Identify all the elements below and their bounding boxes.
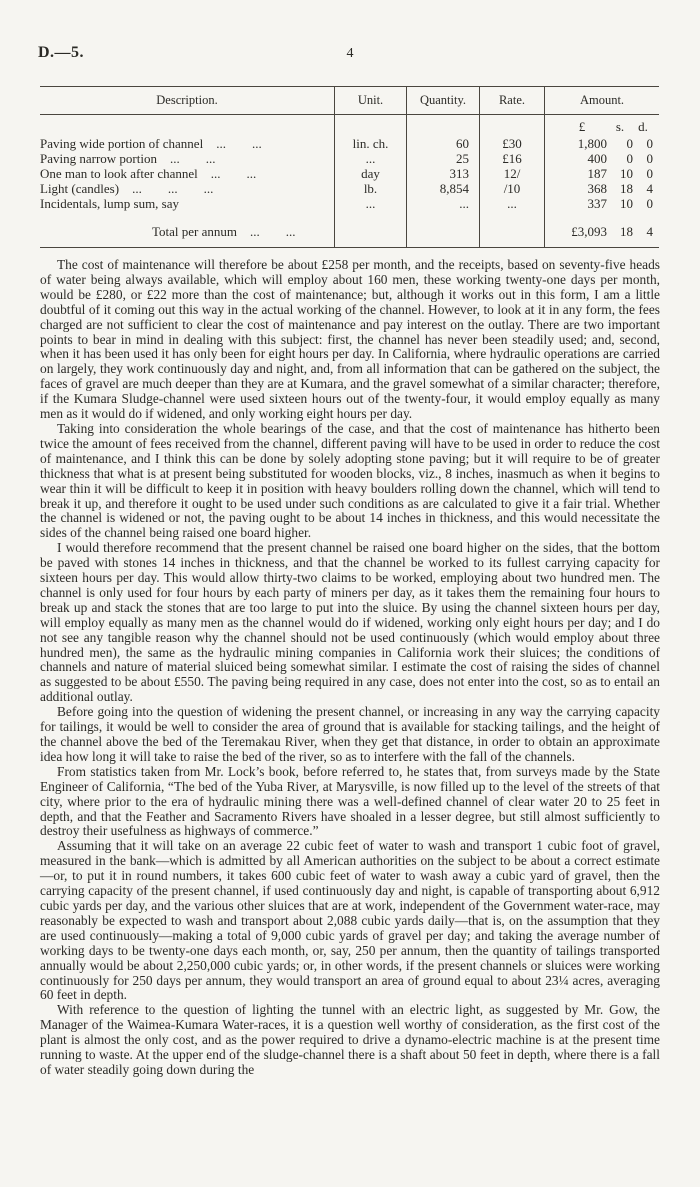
row-description: Paving narrow portion	[40, 151, 157, 166]
total-shillings: 18	[620, 224, 633, 239]
paragraph-3: I would therefore recommend that the present channel be raised one board higher on the sides, that the bottom be paved with stones 14 inches in thickness, and that the channel be worked to its fullest carrying capacity for sixteen hours per day. This would allow thirty-two claims to be worked, employing about two hundred men. The channel is only used for four hours by each party of miners per day, as it takes them the remaining four hours to break up and stack the stones that are too large to put into the sluice. By using the channel sixteen hours per day, will employ equally as many men as the channel would do if widened, working only eight hours per day; and I do not see any tangible reason why the channel should not be used continuously (which would employ about three hundred men), the same as the hydraulic mining companies in California work their sluices; the conditions of channels and nature of material sluiced being somewhat similar. I estimate the cost of raising the sides of channel as suggested to be about £550. The paving being required in any case, does not enter into the cost, so as to entail an additional outlay.	[40, 540, 660, 705]
row-quantity: 313	[449, 166, 469, 181]
amount-pence: 0	[646, 136, 653, 151]
row-amount	[545, 181, 659, 196]
amount-pounds: 368	[587, 181, 607, 196]
row-rate: £16	[502, 151, 522, 166]
table-row-description	[40, 196, 334, 211]
total-amount-row	[545, 224, 659, 239]
row-quantity: 25	[456, 151, 469, 166]
table-row-description	[40, 181, 334, 196]
row-description: Light (candles)	[40, 181, 120, 196]
cost-table	[40, 86, 659, 248]
row-unit: lin. ch.	[352, 136, 389, 151]
row-unit: lb.	[363, 181, 378, 196]
amount-pence: 0	[646, 151, 653, 166]
paragraph-1: The cost of maintenance will therefore be about £258 per month, and the receipts, based on seventy-five heads of water being always available, which will employ about 160 men, these working twenty-one days per month, would be £280, or £22 more than the cost of maintenance; but, although it works out in this form, I am a little doubtful of it coming out this way in the actual working of the channel. However, to look at it in any form, the fees charged are not sufficient to clear the cost of maintenance and pay interest on the outlay. There are two important points to bear in mind in dealing with this subject: first, the channel has never been steadily used; and, second, when it has been used it has only been for eight hours per day. In California, where hydraulic operations are carried on largely, they work continuously day and night, and, from all information that can be gathered on the subject, the faces of gravel are much deeper than they are at Kumara, and the gravel somewhat of a similar character; therefore, if the Kumara Sludge-channel were used sixteen hours out of the twenty-four, it would employ equally as many men as it would do if widened, and only working eight hours per day.	[40, 257, 660, 422]
column-header-unit: Unit.	[334, 87, 406, 114]
row-rate: 12/	[503, 166, 521, 181]
unit-currency-spacer	[335, 119, 406, 136]
row-rate: £30	[502, 136, 522, 151]
total-label: Total per annum	[152, 224, 238, 239]
column-header-rate: Rate.	[479, 87, 544, 114]
row-rate: ...	[507, 196, 517, 211]
total-pounds: £3,093	[571, 224, 607, 239]
row-unit: ...	[365, 151, 376, 166]
row-quantity: 60	[456, 136, 469, 151]
row-amount	[545, 196, 659, 211]
amount-pence: 0	[646, 166, 653, 181]
pounds-symbol: £	[578, 119, 586, 134]
row-amount	[545, 166, 659, 181]
table-spacer	[545, 211, 659, 224]
row-description: Paving wide portion of channel	[40, 136, 204, 151]
amount-shillings: 18	[620, 181, 633, 196]
total-unit-empty	[335, 224, 406, 239]
table-spacer	[480, 211, 544, 224]
body-text	[40, 258, 660, 1078]
column-amount	[544, 115, 659, 247]
row-amount	[545, 136, 659, 151]
dot-leader: ... ...	[197, 166, 257, 181]
total-pence: 4	[646, 224, 653, 239]
column-rate	[479, 115, 544, 247]
row-unit: day	[361, 166, 380, 181]
pence-symbol: d.	[638, 119, 648, 134]
dot-leader: ... ...	[156, 151, 216, 166]
dot-leader: ... ...	[203, 136, 262, 151]
amount-shillings: 0	[626, 136, 633, 151]
amount-shillings: 0	[626, 151, 633, 166]
row-quantity: 8,854	[439, 181, 469, 196]
paragraph-7: With reference to the question of lighting the tunnel with an electric light, as suggested by Mr. Gow, the Manager of the Waimea-Kumara Water-races, it is a question well worthy of consideration, as the first cost of the plant is almost the only cost, and as the power required to drive a dynamo-electric machine is at the present time running to waste. At the upper end of the sludge-channel there is a shaft about 50 feet in depth, where there is a fall of water steadily going down during the	[40, 1002, 660, 1077]
table-row-description	[40, 151, 334, 166]
dot-leader: ... ...	[237, 224, 296, 239]
total-rate-empty	[480, 224, 544, 239]
paragraph-2: Taking into consideration the whole bearings of the case, and that the cost of maintenance has hitherto been twice the amount of fees received from the channel, different paving will have to be used in order to reduce the cost of maintenance, and I think this can be done by solely adopting stone paving; but it will require to be of greater thickness that what is at present being substituted for wooden blocks, viz., 8 inches, inasmuch as when it begins to wear thin it will be difficult to keep it in position with heavy boulders rolling down the channel, which will tend to break it up, and therefore it ought to be used under such conditions as are calculated to give it a fair trial. Whether the channel is widened or not, the paving ought to be about 14 inches in thickness, and this would necessitate the sides of the channel being raised one board higher.	[40, 420, 660, 541]
table-row-description	[40, 166, 334, 181]
row-quantity: ...	[459, 196, 469, 211]
table-spacer	[335, 211, 406, 224]
amount-pence: 0	[646, 196, 653, 211]
shillings-symbol: s.	[615, 119, 625, 134]
table-header-row	[40, 87, 659, 115]
quantity-currency-spacer	[407, 119, 479, 136]
column-header-description: Description.	[156, 93, 218, 107]
paragraph-6: Assuming that it will take on an average 22 cubic feet of water to wash and transport 1 cubic foot of gravel, measured in the bank—which is admitted by all American authorities on the subject to be about a correct estimate—or, to put it in round numbers, it takes 600 cubic feet of water to wash away a cubic yard of gravel, then the carrying capacity of the present channel, if used continuously day and night, is capable of transporting about 6,912 cubic yards per day, and the various other sluices that are at work, independent of the Government water-race, may reasonably be expected to wash and transport about 2,088 cubic yards daily—that is, on the assumption that they are used continuously—making a total of 9,000 cubic yards of gravel per day; and taking the average number of working days to be twenty-one days each month, or, say, 250 per annum, then the quantity of tailings transported annually would be about 2,250,000 cubic yards; or, in other words, if the present channels or sluices were working continuously for 250 days per annum, they would transport an area of ground equal to about 23¼ acres, averaging 60 feet in depth.	[40, 838, 660, 1003]
row-unit: ...	[365, 196, 376, 211]
amount-pounds: 187	[587, 166, 607, 181]
table-body	[40, 115, 659, 247]
doc-reference: D.—5.	[38, 44, 85, 61]
page-number: 4	[346, 46, 354, 61]
description-currency-spacer	[40, 119, 334, 136]
column-description	[40, 115, 334, 247]
amount-shillings: 10	[620, 166, 633, 181]
table-spacer	[407, 211, 479, 224]
row-rate: /10	[503, 181, 521, 196]
column-unit	[334, 115, 406, 247]
total-row-label	[40, 224, 334, 239]
total-quantity-empty	[407, 224, 479, 239]
table-spacer	[40, 211, 334, 224]
column-header-quantity: Quantity.	[406, 87, 479, 114]
paragraph-4: Before going into the question of widening the present channel, or increasing in any way the carrying capacity for tailings, it would be well to consider the area of ground that is available for stacking tailings, and the height of the channel above the bed of the Teremakau River, when they get that distance, in order to obtain an approximate idea how long it will take to raise the bed of the river, so as to interfere with the fall of the channels.	[40, 704, 660, 764]
currency-header-row	[545, 119, 659, 136]
row-description: One man to look after channel	[40, 166, 198, 181]
column-header-amount: Amount.	[544, 87, 659, 114]
amount-pounds: 1,800	[577, 136, 607, 151]
amount-pence: 4	[646, 181, 653, 196]
paragraph-5: From statistics taken from Mr. Lock’s book, before referred to, he states that, from surveys made by the State Engineer of California, “The bed of the Yuba River, at Marysville, is now filled up to the level of the streets of that city, where prior to the era of hydraulic mining there was a well-defined channel of clear water 20 to 25 feet in depth, and that the Feather and Sacramento Rivers have shoaled in a lesser degree, but still almost sufficiently to destroy their usefulness as highways of commerce.”	[40, 763, 660, 839]
dot-leader: ... ... ...	[119, 181, 214, 196]
row-description: Incidentals, lump sum, say	[40, 196, 180, 211]
amount-pounds: 400	[587, 151, 607, 166]
amount-pounds: 337	[587, 196, 607, 211]
column-quantity	[406, 115, 479, 247]
table-row-description	[40, 136, 334, 151]
rate-currency-spacer	[480, 119, 544, 136]
row-amount	[545, 151, 659, 166]
amount-shillings: 10	[620, 196, 633, 211]
